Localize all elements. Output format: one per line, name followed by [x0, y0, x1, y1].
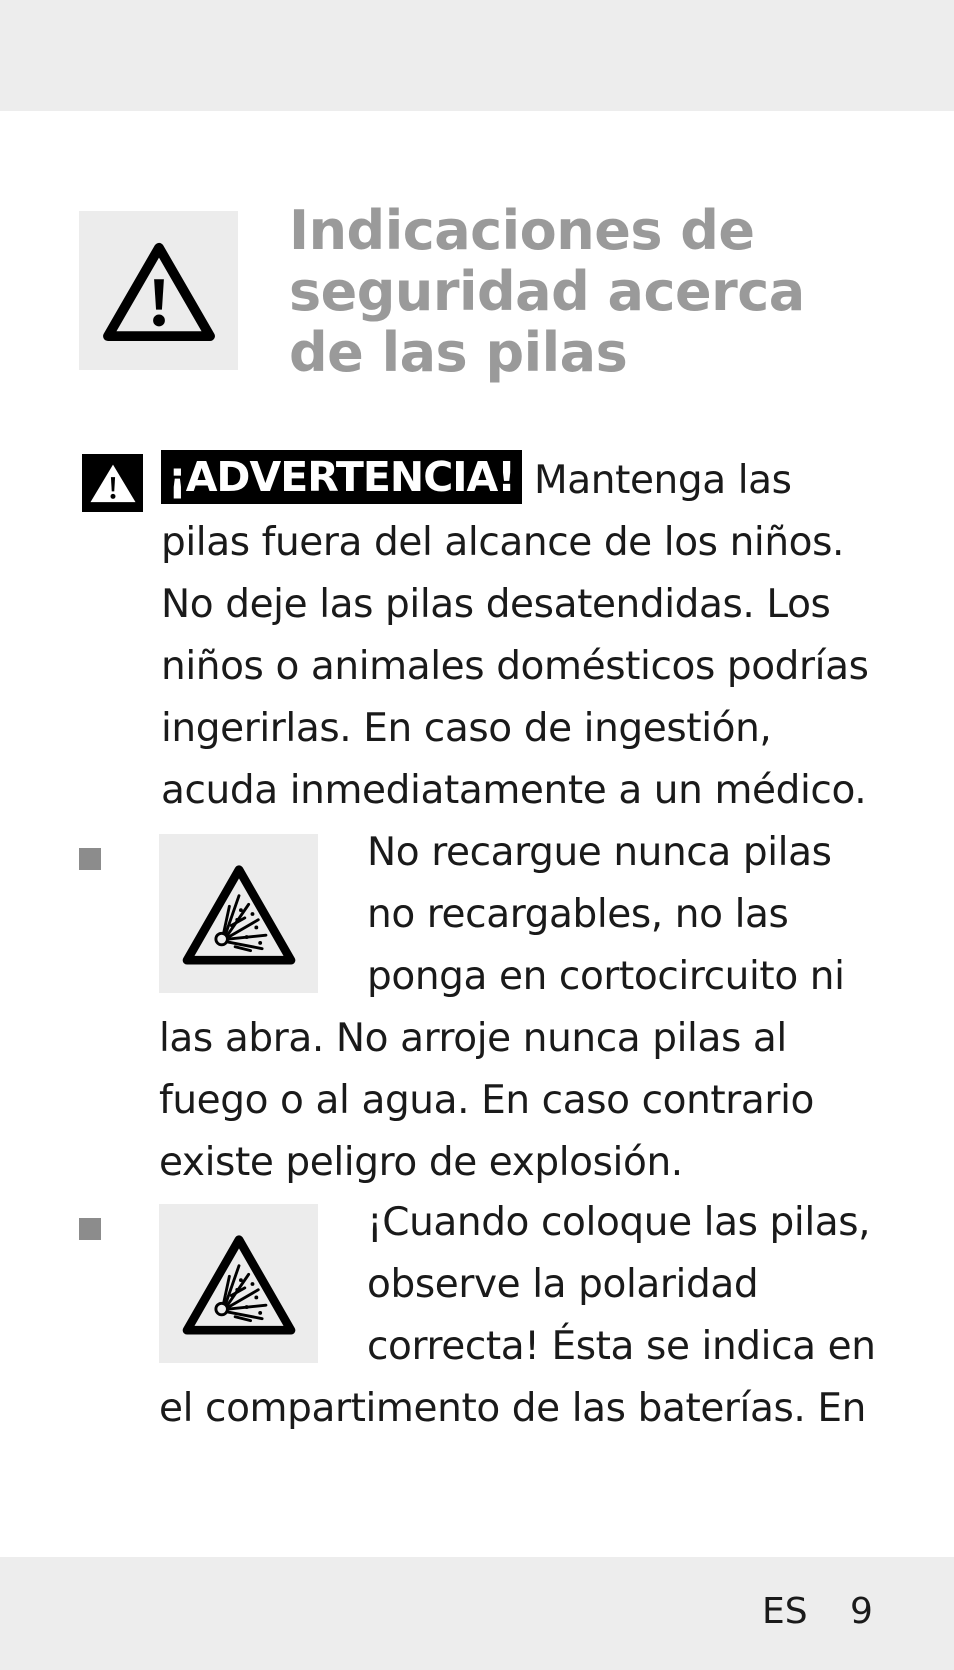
warning-triangle-icon-inline [82, 454, 143, 512]
text-line: las abra. No arroje nunca pilas al [159, 1016, 787, 1061]
item1-text [159, 1008, 814, 1194]
explosion-hazard-icon [181, 1232, 297, 1336]
text-line: ¡Cuando coloque las pilas, [367, 1200, 871, 1245]
warning-triangle-icon [88, 461, 138, 505]
footer-page-number: 9 [850, 1591, 873, 1632]
text-line: niños o animales domésticos podrías [161, 644, 869, 689]
header-band [0, 0, 954, 111]
warning-paragraph [161, 450, 869, 822]
text-line: pilas fuera del alcance de los niños. [161, 520, 845, 565]
footer-language: ES [762, 1591, 808, 1632]
bullet-square [79, 1218, 101, 1240]
text-line: ponga en cortocircuito ni [367, 954, 845, 999]
section-title [289, 200, 909, 383]
item2-side-text [367, 1192, 876, 1378]
explosion-hazard-icon [181, 862, 297, 966]
warning-triangle-icon [100, 238, 218, 344]
warning-first-line [161, 450, 869, 512]
text-line: No deje las pilas desatendidas. Los [161, 582, 831, 627]
footer-band [0, 1557, 954, 1670]
text-line: observe la polaridad [367, 1262, 759, 1307]
title-line: Indicaciones de [289, 199, 755, 262]
text-line: correcta! Ésta se indica en [367, 1324, 876, 1369]
text-line: no recargables, no las [367, 892, 789, 937]
item2-text [159, 1378, 866, 1440]
text-line: No recargue nunca pilas [367, 830, 832, 875]
text-line: acuda inmediatamente a un médico. [161, 768, 867, 813]
warning-icon-box [79, 211, 238, 370]
warning-first-line-text: Mantenga las [522, 458, 792, 503]
item1-side-text [367, 822, 845, 1008]
text-line: el compartimento de las baterías. En [159, 1386, 866, 1431]
explosion-icon-box [159, 834, 318, 993]
warning-badge: ¡ADVERTENCIA! [161, 450, 522, 504]
text-line: fuego o al agua. En caso contrario [159, 1078, 814, 1123]
explosion-icon-box [159, 1204, 318, 1363]
title-line: de las pilas [289, 321, 628, 384]
text-line: existe peligro de explosión. [159, 1140, 683, 1185]
bullet-square [79, 848, 101, 870]
title-line: seguridad acerca [289, 260, 805, 323]
text-line: ingerirlas. En caso de ingestión, [161, 706, 772, 751]
